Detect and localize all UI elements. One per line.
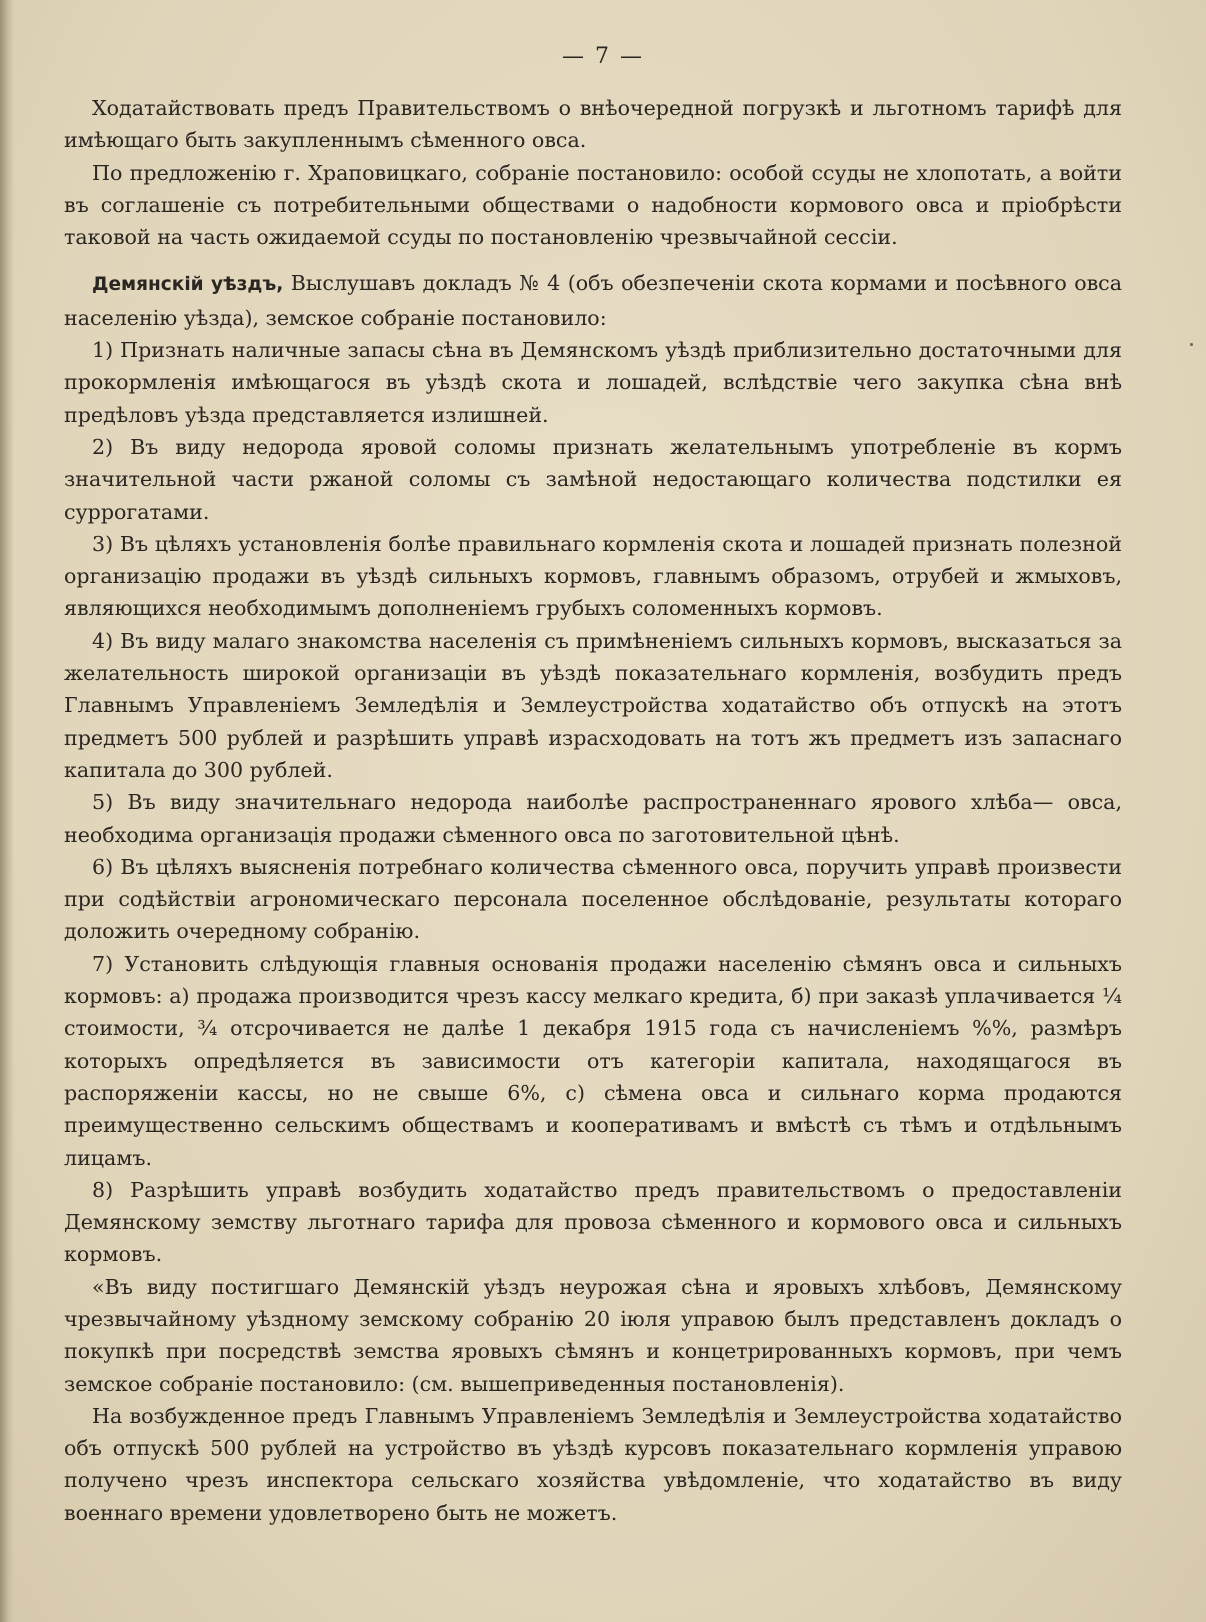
paragraph-final: На возбужденное предъ Главнымъ Управленіемъ Земледѣлія и Землеустройства ходатайство объ отпускѣ 500 рублей на устройство въ уѣздѣ курсовъ показательнаго кормленія управою получено чрезъ инспектора сельскаго хозяйства увѣдомленіе, что ходатайство въ виду военнаго времени удовлетворено быть не можетъ. <box>64 1403 1122 1525</box>
page-number: — 7 — <box>562 44 644 69</box>
resolution-item-4: 4) Въ виду малаго знакомства населенія съ примѣненіемъ сильныхъ кормовъ, высказаться за желательность широкой организаціи въ уѣздѣ показательнаго кормленія, возбудить предъ Главнымъ Управленіемъ Земледѣлія и Землеустройства ходатайство объ отпускѣ на этотъ предметъ 500 рублей и разрѣшить управѣ израсходовать на тотъ жъ предметъ изъ запаснаго капитала до 300 рублей. <box>64 628 1122 782</box>
resolution-item-7: 7) Установить слѣдующія главныя основанія продажи населенію сѣмянъ овса и сильныхъ кормовъ: а) продажа производится чрезъ кассу мелкаго кредита, б) при заказѣ уплачивается ¼ стоимости, ¾ отсрочивается не далѣе 1 декабря 1915 года съ начисленіемъ %%, размѣръ которыхъ опредѣляется въ зависимости отъ категоріи капитала, находящагося въ распоряженіи кассы, но не свыше 6%, с) сѣмена овса и сильнаго корма продаются преимущественно сельскимъ обществамъ и кооперативамъ и вмѣстѣ съ тѣмъ и отдѣльнымъ лицамъ. <box>64 951 1122 1170</box>
paper-speck <box>1190 343 1193 346</box>
resolution-item-8: 8) Разрѣшить управѣ возбудить ходатайство предъ правительствомъ о предоставленіи Демянскому земству льготнаго тарифа для провоза сѣменного и кормового овса и сильныхъ кормовъ. <box>64 1177 1122 1267</box>
binding-shadow <box>0 0 14 1622</box>
district-name: Демянскій уѣздъ, <box>92 274 284 296</box>
paragraph-district-heading: Демянскій уѣздъ, Выслушавъ докладъ № 4 (объ обезпеченіи скота кормами и посѣвного овса населенію уѣзда), земское собраніе постановило: <box>64 271 1122 330</box>
paragraph: Ходатайствовать предъ Правительствомъ о внѣочередной погрузкѣ и льготномъ тарифѣ для имѣющаго быть закупленнымъ сѣменного овса. <box>64 96 1122 153</box>
paragraph: По предложенію г. Храповицкаго, собраніе постановило: особой ссуды не хлопотать, а войти въ соглашеніе съ потребительными обществами о надобности кормового овса и пріобрѣсти таковой на часть ожидаемой ссуды по постановленію чрезвычайной сессіи. <box>64 160 1122 250</box>
resolution-item-5: 5) Въ виду значительнаго недорода наиболѣе распространеннаго ярового хлѣба— овса, необходима организація продажи сѣменного овса по заготовительной цѣнѣ. <box>64 790 1122 847</box>
resolution-item-2: 2) Въ виду недорода яровой соломы признать желательнымъ употребленіе въ кормъ значительной части ржаной соломы съ замѣной недостающаго количества подстилки ея суррогатами. <box>64 434 1122 524</box>
resolution-item-6: 6) Въ цѣляхъ выясненія потребнаго количества сѣменного овса, поручить управѣ произвести при содѣйствіи агрономическаго персонала поселенное обслѣдованіе, результаты котораго доложить очередному собранію. <box>64 854 1122 944</box>
resolution-item-3: 3) Въ цѣляхъ установленія болѣе правильнаго кормленія скота и лошадей признать полезной организацію продажи въ уѣздѣ сильныхъ кормовъ, главнымъ образомъ, отрубей и жмыховъ, являющихся необходимымъ дополненіемъ грубыхъ соломенныхъ кормовъ. <box>64 531 1122 621</box>
paragraph-quote: «Въ виду постигшаго Демянскій уѣздъ неурожая сѣна и яровыхъ хлѣбовъ, Демянскому чрезвычайному уѣздному земскому собранію 20 іюля управою былъ представленъ докладъ о покупкѣ при посредствѣ земства яровыхъ сѣмянъ и концетрированныхъ кормовъ, при чемъ земское собраніе постановило: (см. вышеприведенныя постановленія). <box>64 1274 1122 1396</box>
document-body <box>64 92 1122 1529</box>
resolution-item-1: 1) Признать наличные запасы сѣна въ Демянскомъ уѣздѣ приблизительно достаточными для прокормленія имѣющагося въ уѣздѣ скота и лошадей, вслѣдствіе чего закупка сѣна внѣ предѣловъ уѣзда представляется излишней. <box>64 338 1122 427</box>
